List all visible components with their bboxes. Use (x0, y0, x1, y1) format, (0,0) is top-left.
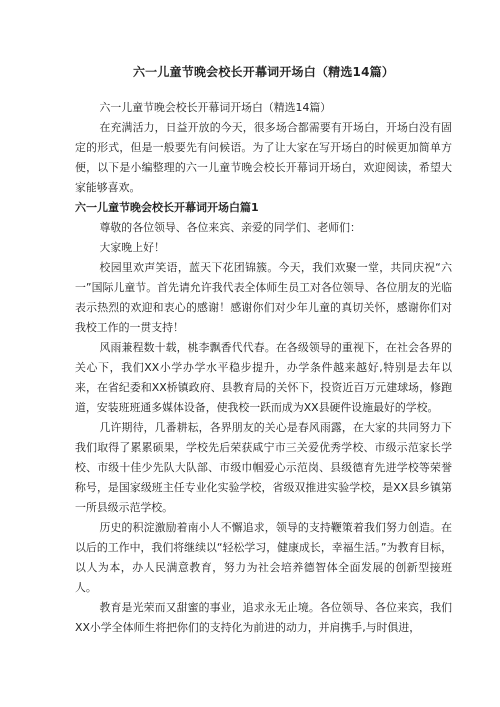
body-paragraph: 历史的积淀激励着南小人不懈追求，领导的支持鞭策着我们努力创造。在以后的工作中，我们将继续以“轻松学习，健康成长，幸福生活。”为教育目标，以人为本，办人民满意教育，努力为社会培养德智体全面发展的创新型接班人。 (75, 521, 452, 594)
body-paragraph: 校园里欢声笑语，蓝天下花团锦簇。今天，我们欢聚一堂，共同庆祝“六一”国际儿童节。首先请允许我代表全体师生员工对各位领导、各位朋友的光临表示热烈的欢迎和衷心的感谢！感谢你们对少年儿童的真切关怀，感谢你们对我校工作的一贯支持！ (75, 261, 452, 334)
body-paragraph: 风雨兼程数十载，桃李飘香代代春。在各级领导的重视下，在社会各界的关心下，我们XX小学办学水平稳步提升，办学条件越来越好,特别是去年以来，在省纪委和XX桥镇政府、县教育局的关怀下，投资近百万元建球场，修跑道，安装班班通多媒体设备，使我校一跃而成为XX县硬件设施最好的学校。 (75, 341, 452, 414)
salutation-paragraph: 尊敬的各位领导、各位来宾、亲爱的同学们、老师们： (99, 221, 361, 234)
intro-paragraph: 在充满活力，日益开放的今天，很多场合都需要有开场白，开场白没有固定的形式，但是一般要先有问候语。为了让大家在写开场白的时候更加简单方便，以下是小编整理的六一儿童节晚会校长开幕词开场白，欢迎阅读，希望大家能够喜欢。 (75, 121, 452, 194)
document-title: 六一儿童节晚会校长开幕词开场白（精选14篇） (132, 65, 395, 79)
greeting-paragraph: 大家晚上好！ (99, 241, 165, 254)
intro-subtitle: 六一儿童节晚会校长开幕词开场白（精选14篇） (99, 101, 332, 114)
body-paragraph: 几许期待，几番耕耘，各界朋友的关心是春风雨露，在大家的共同努力下我们取得了累累硕果，学校先后荣获咸宁市三关爱优秀学校、市级示范家长学校、市级十佳少先队大队部、市级巾帼爱心示范岗、县级德育先进学校等荣誉称号，是国家级班主任专业化实验学校，省级双推进实验学校，是XX县乡镇第一所县级示范学校。 (75, 421, 452, 514)
section-heading: 六一儿童节晚会校长开幕词开场白篇1 (75, 201, 259, 214)
body-paragraph: 教育是光荣而又甜蜜的事业，追求永无止境。各位领导、各位来宾，我们XX小学全体师生将把你们的支持化为前进的动力，并肩携手,与时俱进， (75, 601, 452, 634)
